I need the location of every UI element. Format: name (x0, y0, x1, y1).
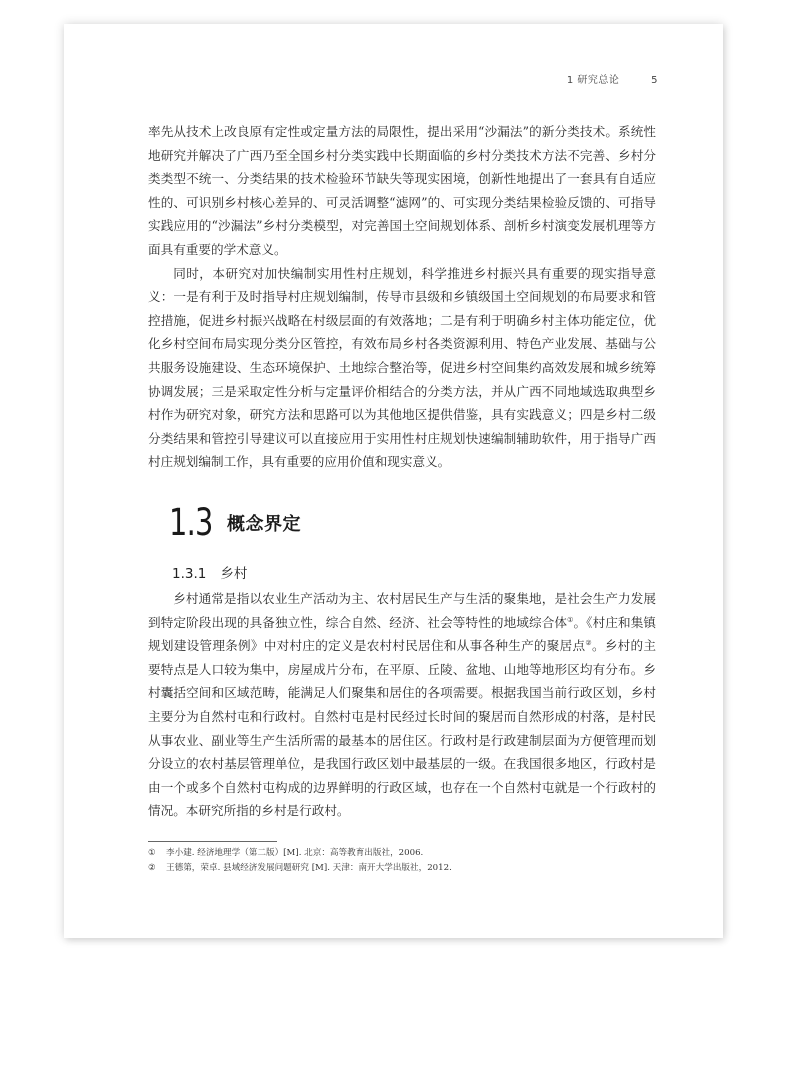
paragraph-text: 。《村庄和集镇规划建设管理条例》中对村庄的定义是农村村民居住和从事各种生产的聚居点 (148, 614, 657, 654)
footnote-text: 李小建. 经济地理学（第二版）[M]. 北京：高等教育出版社，2006. (166, 848, 424, 858)
paragraph-text: 乡村通常是指以农业生产活动为主、农村居民生产与生活的聚集地，是社会生产力发展到特定阶段出现的具备独立性，综合自然、经济、社会等特性的地域综合体 (148, 591, 656, 630)
section-heading (169, 501, 301, 544)
footnotes (148, 846, 452, 875)
text-block-rural-definition (148, 587, 656, 823)
subsection-number: 1.3.1 (172, 566, 207, 582)
chapter-title: 1 研究总论 (566, 75, 620, 86)
footnote-1 (148, 846, 452, 861)
paragraph-text: 。乡村的主要特点是人口较为集中，房屋成片分布，在平原、丘陵、盆地、山地等地形区均有分布。乡村囊括空间和区域范畴，能满足人们聚集和居住的各项需要。根据我国当前行政区划，乡村主要分为自然村屯和行政村。自然村屯是村民经过长时间的聚居而自然形成的村落，是村民从事农业、副业等生产生活所需的最基本的居住区。行政村是行政建制层面为方便管理而划分设立的农村基层管理单位，是我国行政区划中最基层的一级。在我国很多地区，行政村是由一个或多个自然村屯构成的边界鲜明的行政区域，也存在一个自然村屯就是一个行政村的情况。本研究所指的乡村是行政村。 (148, 638, 657, 819)
footnote-text: 王德第，荣卓. 县域经济发展问题研究 [M]. 天津：南开大学出版社，2012. (166, 862, 452, 873)
page-number: 5 (651, 75, 658, 86)
footnote-mark: ② (148, 862, 156, 873)
footnote-ref-1[interactable]: ① (567, 615, 574, 624)
subsection-heading (172, 562, 247, 582)
book-page (64, 24, 723, 938)
section-number: 1.3 (169, 501, 213, 544)
footnote-ref-2[interactable]: ② (585, 639, 592, 647)
paragraph: 同时，本研究对加快编制实用性村庄规划，科学推进乡村振兴具有重要的现实指导意义：一是有利于及时指导村庄规划编制，传导市县级和乡镇级国土空间规划的布局要求和管控措施，促进乡村振兴战略在村级层面的有效落地；二是有利于明确乡村主体功能定位，优化乡村空间布局实现分类分区管控，有效布局乡村各类资源利用、特色产业发展、基础与公共服务设施建设、生态环境保护、土地综合整治等，促进乡村空间集约高效发展和城乡统筹协调发展；三是采取定性分析与定量评价相结合的分类方法，并从广西不同地域选取典型乡村作为研究对象，研究方法和思路可以为其他地区提供借鉴，具有实践意义；四是乡村二级分类结果和管控引导建议可以直接应用于实用性村庄规划快速编制辅助软件，用于指导广西村庄规划编制工作，具有重要的应用价值和现实意义。 (148, 265, 656, 470)
paragraph: 率先从技术上改良原有定性或定量方法的局限性，提出采用“沙漏法”的新分类技术。系统性地研究并解决了广西乃至全国乡村分类实践中长期面临的乡村分类技术方法不完善、乡村分类类型不统一、分类结果的技术检验环节缺失等现实困境，创新性地提出了一套具有自适应性的、可识别乡村核心差异的、可灵活调整“滤网”的、可实现分类结果检验反馈的、可指导实践应用的“沙漏法”乡村分类模型，对完善国土空间规划体系、剖析乡村演变发展机理等方面具有重要的学术意义。 (148, 124, 656, 257)
text-block-significance (148, 120, 656, 474)
footnote-2 (148, 861, 452, 876)
footnote-divider (148, 841, 277, 842)
subsection-title: 乡村 (220, 566, 248, 582)
footnote-mark: ① (148, 848, 156, 858)
running-header (567, 71, 658, 86)
section-title: 概念界定 (227, 513, 301, 535)
paragraph (148, 587, 656, 823)
